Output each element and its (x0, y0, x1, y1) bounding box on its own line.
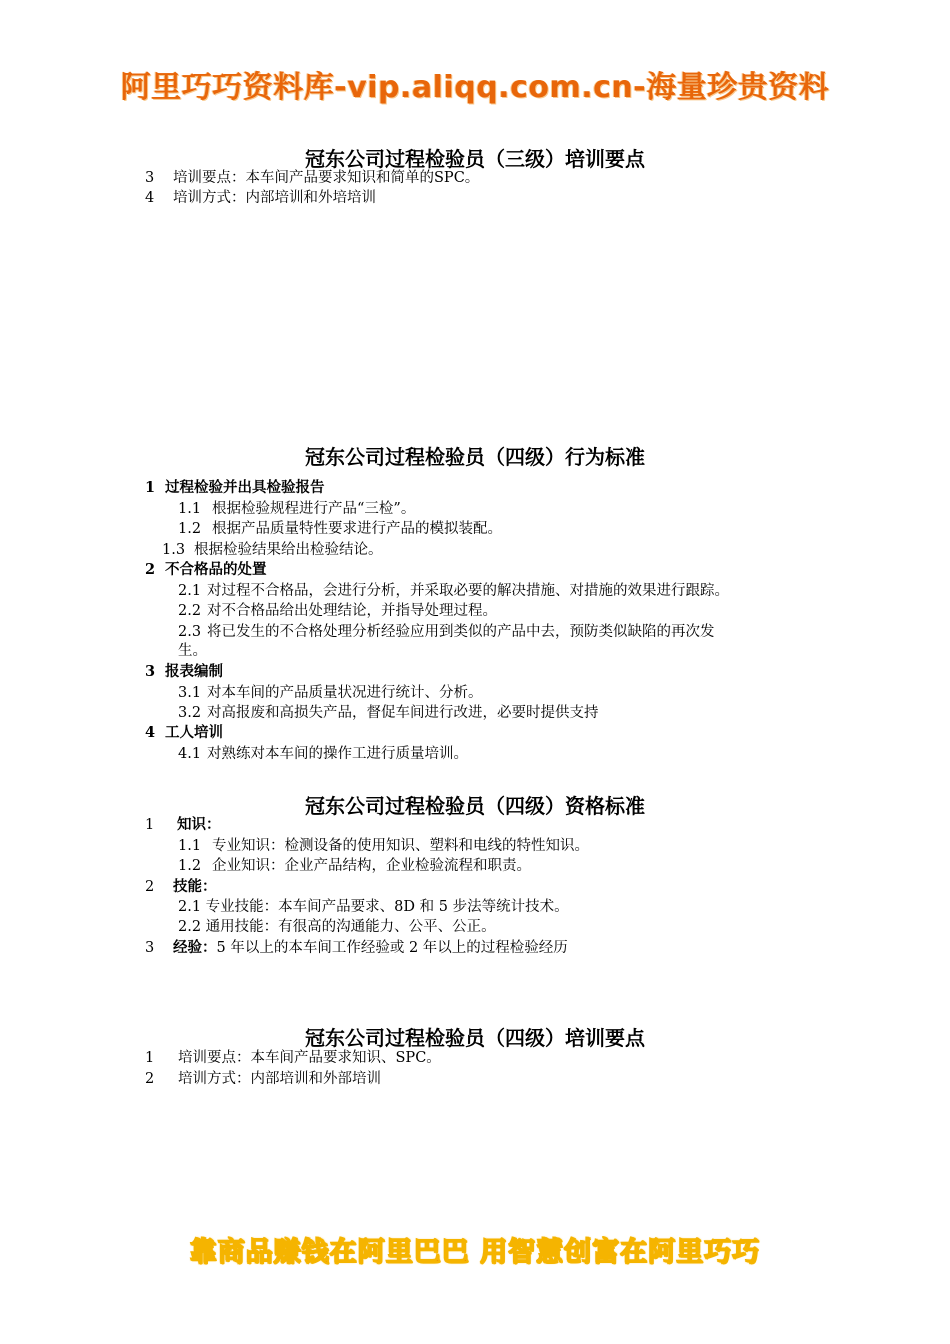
list-heading (145, 479, 325, 497)
item-number: 1.1 (178, 838, 202, 854)
item-text: 5 年以上的本车间工作经验或 2 年以上的过程检验经历 (216, 940, 568, 956)
list-item-continuation (178, 642, 207, 660)
item-label: 经验： (173, 939, 217, 956)
item-number: 2.1 (178, 583, 202, 599)
list-item (145, 189, 376, 207)
header-banner: 阿里巧巧资料库-vip.aliqq.com.cn-海量珍贵资料 (120, 70, 830, 105)
item-text: 2.2 通用技能：有很高的沟通能力、公平、公正。 (178, 919, 496, 935)
item-text: 对不合格品给出处理结论，并指导处理过程。 (207, 603, 497, 619)
item-text: 过程检验并出具检验报告 (165, 479, 325, 496)
item-number: 1 (145, 479, 156, 496)
item-number: 3 (145, 170, 155, 186)
section-title: 冠东公司过程检验员（三级）培训要点 (305, 147, 645, 171)
item-text: 知识： (177, 816, 221, 833)
item-number: 3 (145, 663, 156, 680)
item-number: 1.1 (178, 501, 202, 517)
list-item (178, 582, 729, 600)
list-heading (145, 878, 217, 896)
list-item (178, 704, 599, 722)
list-item (178, 520, 502, 538)
list-item (178, 857, 531, 875)
item-text: 培训要点：本车间产品要求知识和简单的SPC。 (173, 170, 480, 186)
list-item (178, 500, 415, 518)
list-item (145, 169, 479, 187)
section-title: 冠东公司过程检验员（四级）培训要点 (305, 1026, 645, 1050)
section-title: 冠东公司过程检验员（四级）资格标准 (305, 794, 645, 818)
item-text: 培训方式：内部培训和外培培训 (173, 190, 376, 206)
list-item (178, 623, 715, 641)
item-text: 专业知识：检测设备的使用知识、塑料和电线的特性知识。 (212, 838, 589, 854)
item-number: 2.2 (178, 603, 202, 619)
list-heading (145, 724, 223, 742)
list-item (178, 602, 497, 620)
list-item (178, 898, 569, 916)
item-number: 1 (145, 817, 155, 833)
item-number: 2 (145, 879, 155, 895)
item-text: 企业知识：企业产品结构，企业检验流程和职责。 (212, 858, 531, 874)
item-number: 3.2 (178, 705, 202, 721)
list-item (145, 939, 568, 957)
item-text: 工人培训 (165, 724, 223, 741)
item-text: 技能： (173, 878, 217, 895)
item-number: 1.2 (178, 521, 202, 537)
section-title: 冠东公司过程检验员（四级）行为标准 (305, 445, 645, 469)
item-text: 不合格品的处置 (165, 561, 267, 578)
item-number: 1.3 (162, 542, 186, 558)
item-number: 2.3 (178, 624, 202, 640)
item-number: 3 (145, 940, 155, 956)
item-text: 根据检验结果给出检验结论。 (194, 542, 383, 558)
item-text: 培训要点：本车间产品要求知识、SPC。 (178, 1050, 441, 1066)
item-text: 对过程不合格品，会进行分析，并采取必要的解决措施、对措施的效果进行跟踪。 (207, 583, 729, 599)
list-item (178, 684, 483, 702)
item-text: 根据检验规程进行产品“三检”。 (212, 501, 416, 517)
list-item (162, 541, 383, 559)
item-text: 对熟练对本车间的操作工进行质量培训。 (207, 746, 468, 762)
list-heading (145, 663, 223, 681)
list-item (178, 918, 496, 936)
item-number: 2 (145, 1071, 155, 1087)
footer-banner: 靠商品赚钱在阿里巴巴 用智慧创富在阿里巧巧 (189, 1237, 761, 1268)
item-text: 对高报废和高损失产品，督促车间进行改进，必要时提供支持 (207, 705, 599, 721)
list-item (178, 837, 589, 855)
item-text: 将已发生的不合格处理分析经验应用到类似的产品中去，预防类似缺陷的再次发 (207, 624, 715, 640)
list-heading (145, 816, 221, 834)
item-text: 报表编制 (165, 663, 223, 680)
item-text: 对本车间的产品质量状况进行统计、分析。 (207, 685, 483, 701)
list-heading (145, 561, 267, 579)
item-number: 3.1 (178, 685, 202, 701)
item-number: 4 (145, 190, 155, 206)
item-number: 4.1 (178, 746, 202, 762)
item-number: 2 (145, 561, 156, 578)
list-item (178, 745, 468, 763)
item-number: 1 (145, 1050, 155, 1066)
item-text: 生。 (178, 643, 207, 659)
item-text: 根据产品质量特性要求进行产品的模拟装配。 (212, 521, 502, 537)
list-item (145, 1070, 381, 1088)
item-number: 4 (145, 724, 156, 741)
list-item (145, 1049, 441, 1067)
item-text: 2.1 专业技能：本车间产品要求、8D 和 5 步法等统计技术。 (178, 899, 569, 915)
item-text: 培训方式：内部培训和外部培训 (178, 1071, 381, 1087)
item-number: 1.2 (178, 858, 202, 874)
